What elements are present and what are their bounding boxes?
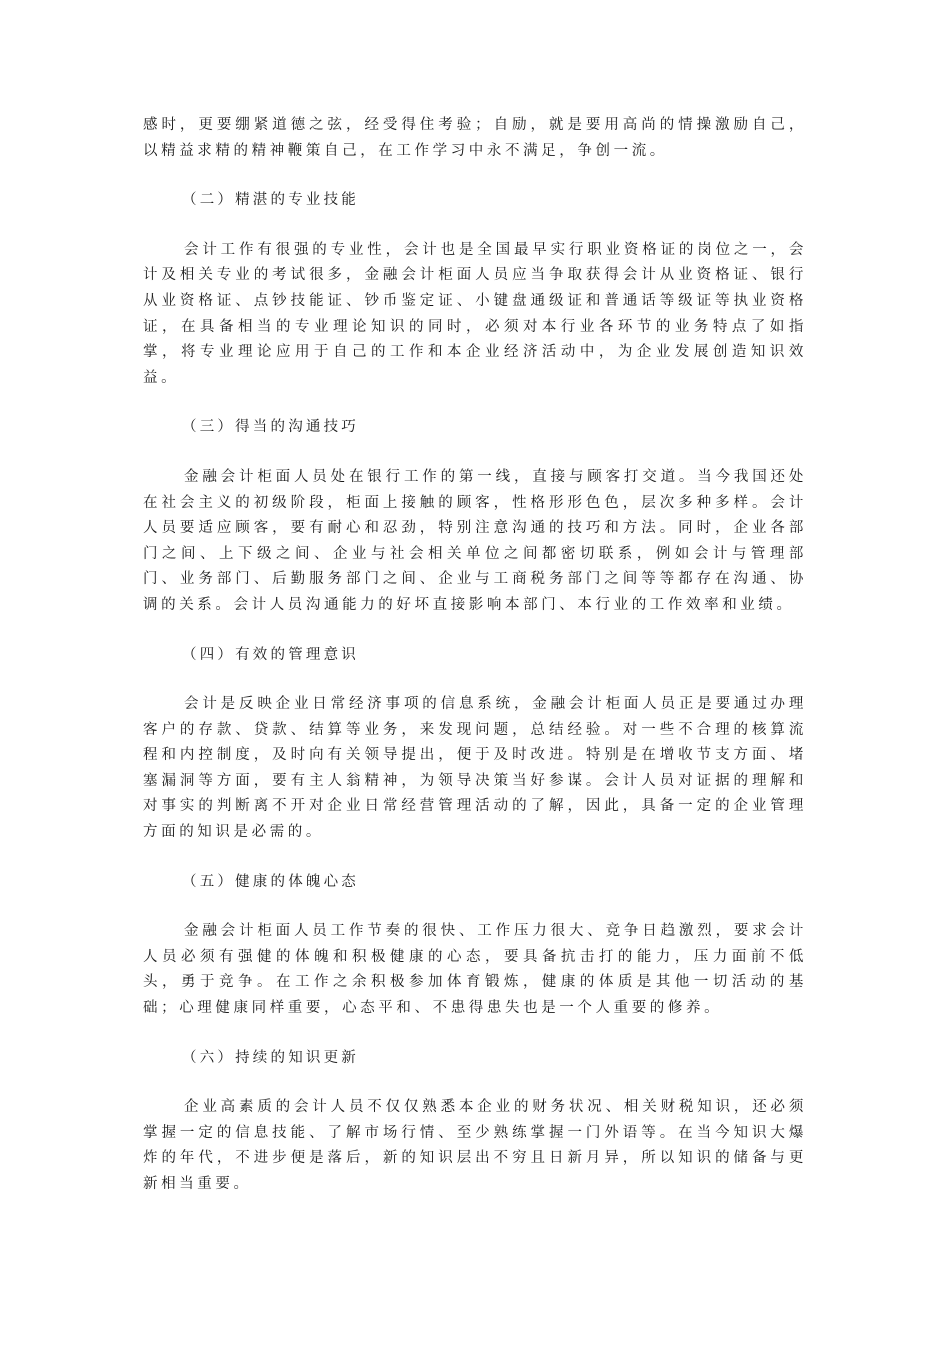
paragraph-management: 会计是反映企业日常经济事项的信息系统，金融会计柜面人员正是要通过办理客户的存款、贷款、结算等业务，来发现问题，总结经验。对一些不合理的核算流程和内控制度，及时向有关领导提出，便于及时改进。特别是在增收节支方面、堵塞漏洞等方面，要有主人翁精神，为领导决策当好参谋。会计人员对证据的理解和对事实的判断离不开对企业日常经营管理活动的了解，因此，具备一定的企业管理方面的知识是必需的。 xyxy=(143,696,807,841)
section-heading-communication: （三）得当的沟通技巧 xyxy=(182,419,359,436)
spacer xyxy=(143,619,807,643)
spacer xyxy=(143,1071,807,1095)
section-heading-health: （五）健康的体魄心态 xyxy=(182,873,359,890)
paragraph-communication: 金融会计柜面人员处在银行工作的第一线，直接与顾客打交道。当今我国还处在社会主义的初级阶段，柜面上接触的顾客，性格形形色色，层次多种多样。会计人员要适应顾客，要有耐心和忍劲，特别注意沟通的技巧和方法。同时，企业各部门之间、上下级之间、企业与社会相关单位之间都密切联系，例如会计与管理部门、业务部门、后勤服务部门之间、企业与工商税务部门之间等等都存在沟通、协调的关系。会计人员沟通能力的好坏直接影响本部门、本行业的工作效率和业绩。 xyxy=(143,468,807,613)
paragraph-continued: 感时，更要绷紧道德之弦，经受得住考验；自励，就是要用高尚的情操激励自己，以精益求精的精神鞭策自己，在工作学习中永不满足，争创一流。 xyxy=(143,117,807,159)
paragraph-health: 金融会计柜面人员工作节奏的很快、工作压力很大、竞争日趋激烈，要求会计人员必须有强健的体魄和积极健康的心态，要具备抗击打的能力，压力面前不低头，勇于竞争。在工作之余积极参加体育锻炼，健康的体质是其他一切活动的基础；心理健康同样重要，心态平和、不患得患失也是一个人重要的修养。 xyxy=(143,923,807,1017)
section-heading-management: （四）有效的管理意识 xyxy=(182,646,359,663)
spacer xyxy=(143,391,807,415)
spacer xyxy=(143,1022,807,1046)
spacer xyxy=(143,846,807,870)
spacer xyxy=(143,164,807,188)
paragraph-knowledge: 企业高素质的会计人员不仅仅熟悉本企业的财务状况、相关财税知识，还必须掌握一定的信息技能、了解市场行情、至少熟练掌握一门外语等。在当今知识大爆炸的年代，不进步便是落后，新的知识层出不穷且日新月异，所以知识的储备与更新相当重要。 xyxy=(143,1099,807,1192)
section-heading-skills: （二）精湛的专业技能 xyxy=(182,192,359,209)
spacer xyxy=(143,895,807,919)
spacer xyxy=(143,441,807,465)
section-heading-knowledge: （六）持续的知识更新 xyxy=(182,1049,359,1066)
spacer xyxy=(143,214,807,238)
document-body xyxy=(143,113,807,1198)
spacer xyxy=(143,668,807,692)
paragraph-skills: 会计工作有很强的专业性，会计也是全国最早实行职业资格证的岗位之一，会计及相关专业的考试很多，金融会计柜面人员应当争取获得会计从业资格证、银行从业资格证、点钞技能证、钞币鉴定证、小键盘通级证和普通话等级证等执业资格证，在具备相当的专业理论知识的同时，必须对本行业各环节的业务特点了如指掌，将专业理论应用于自己的工作和本企业经济活动中，为企业发展创造知识效益。 xyxy=(143,241,807,386)
